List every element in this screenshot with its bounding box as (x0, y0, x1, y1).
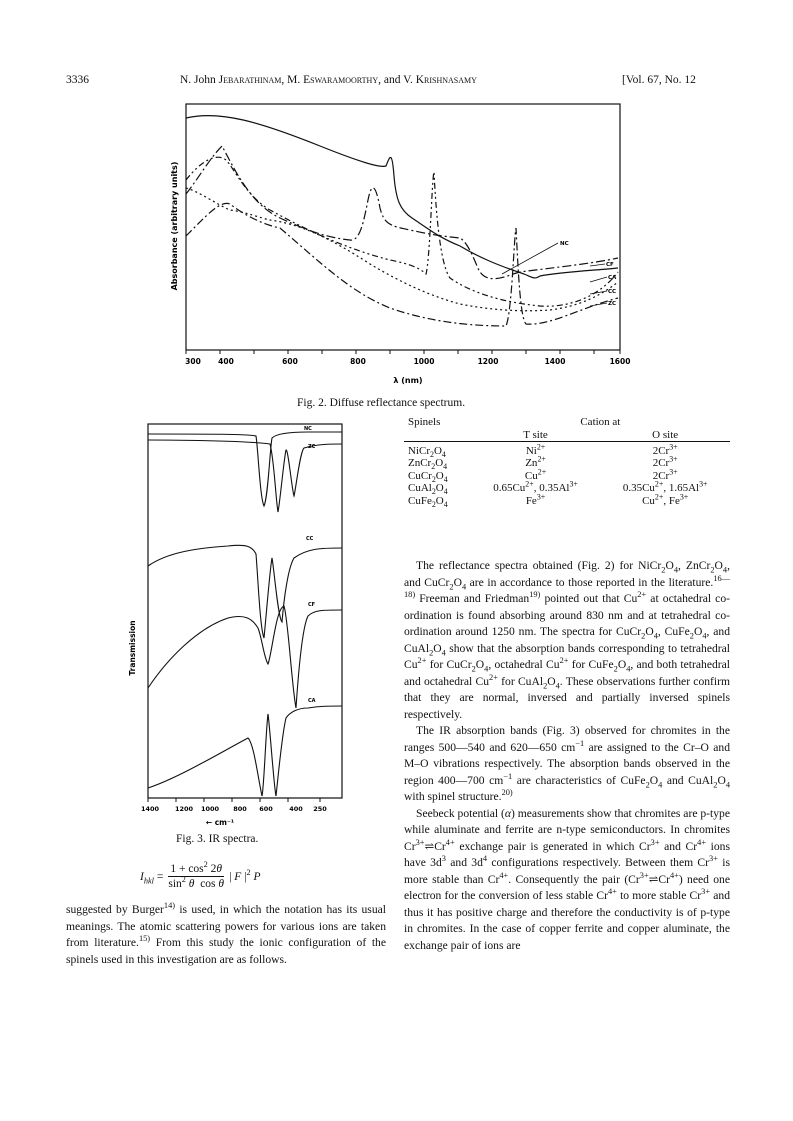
fig2-xlabel: λ (nm) (393, 376, 423, 385)
table-cell: $Cu^{2+}$ (524, 466, 547, 482)
table-cell: $2Cr^{3+}$ (652, 466, 678, 482)
fig2-curve-ca (186, 157, 618, 306)
fig2-xtick: 800 (350, 357, 366, 366)
fig2-ylabel: Absorbance (arbitrary units) (170, 161, 179, 291)
fig3-xtick: 800 (233, 805, 247, 813)
fig3-label-cc: CC (306, 536, 314, 542)
fig2-curve-cf (186, 146, 618, 279)
left-column-text (66, 902, 386, 968)
fig2-curve-zc (186, 203, 618, 326)
fig3-xtick: 1200 (174, 805, 194, 813)
fig3-ylabel: Transmission (128, 620, 137, 676)
running-head-authors: N. John Jebarathinam, M. Eswaramoorthy, and V. Krishnasamy (180, 74, 477, 86)
fig3-xtick: 1000 (200, 805, 220, 813)
fig2-xtick: 600 (282, 357, 298, 366)
fig3-frame (148, 424, 342, 798)
fig2-xtick: 300 (185, 357, 201, 366)
fig3-xtick: 1400 (140, 805, 160, 813)
table-cell: $0.65Cu^{2+}$, $0.35Al^{3+}$ (493, 479, 578, 494)
page-number: 3336 (66, 74, 89, 86)
fig3-label-cf: CF (308, 602, 316, 608)
figure-3-ir-spectra (108, 418, 348, 830)
right-paragraph-ir: The IR absorption bands (Fig. 3) observed for chromites in the ranges 500—540 and 620—650 $cm^{-1}$ are assigned to the Cr–O and M–O vibrations respectively. The absorption bands observed in the region 400—700 $cm^{-1}$ are characteristics of $CuFe_2O_4$ and $CuAl_2O_4$ with spinel structure.$^{20)}$ (404, 724, 730, 803)
right-paragraph-seebeck: Seebeck potential (α) measurements show that chromites are p-type while aluminate and ferrite are n-type semiconductors. In chromites $Cr^{3+}\rightleftharpoons Cr^{4+}$ exchange pair is generated in which $Cr^{3+}$ and $Cr^{4+}$ ions have $3d^3$ and $3d^4$ configurations respectively. Between them $Cr^{3+}$ is more stable than $Cr^{4+}$. Consequently the pair $(Cr^{3+}\rightleftharpoons Cr^{4+})$ need one electron for the conversion of less stable $Cr^{4+}$ to more stable $Cr^{3+}$ and thus it has positive charge and therefore the conductivity is of p-type in chromites. In the case of copper ferrite and copper aluminate, the exchange pair of ions are (404, 806, 730, 952)
fig2-xtick: 1000 (413, 357, 435, 366)
formula-denominator: $\sin^2 \theta$ cos θ (168, 875, 225, 890)
left-paragraph: suggested by Burger$^{14)}$ is used, in which the notation has its usual meanings. The atomic scattering powers for various ions are taken from literature.$^{15)}$ From this study the ionic configuration of the spinels used in this investigation are as follows. (66, 901, 386, 966)
fig2-xtick: 1400 (544, 357, 566, 366)
fig3-label-nc: NC (304, 426, 312, 432)
fig3-xtick: 250 (313, 805, 327, 813)
formula-rhs: | F $|^2$ P (229, 867, 261, 883)
figure-2-reflectance-spectrum (150, 96, 650, 396)
table-cell: $NiCr_2O_4$ (408, 444, 446, 459)
fig2-xtick: 400 (218, 357, 234, 366)
table-cell: $CuCr_2O_4$ (408, 469, 448, 484)
table-header-osite: O site (652, 428, 679, 441)
table-header-tsite: T site (523, 428, 548, 441)
figure-3-caption: Fig. 3. IR spectra. (176, 833, 259, 845)
table-cell: $2Cr^{3+}$ (652, 454, 678, 469)
right-paragraph-reflectance: The reflectance spectra obtained (Fig. 2) for $NiCr_2O_4$, $ZnCr_2O_4$, and $CuCr_2O_4$ are in accordance to those reported in the literature.$^{16—18)}$ Freeman and Friedman$^{19)}$ pointed out that $Cu^{2+}$ at octahedral co-ordination is found absorbing around 830 nm and at tetrahedral co-ordination around 1250 nm. The spectra for $CuCr_2O_4$, $CuFe_2O_4$, and $CuAl_2O_4$ show that the absorption bands corresponding to tetrahedral $Cu^{2+}$ for $CuCr_2O_4$, octahedral $Cu^{2+}$ for $CuFe_2O_4$, and both tetrahedral and octahedral $Cu^{2+}$ for $CuAl_2O_4$. These observations further confirm that they are normal, inversed and partially inversed spinels respectively. (404, 559, 731, 721)
fig3-curve-cc (148, 545, 342, 638)
right-column-text (404, 558, 730, 954)
running-head-journal: [Vol. 67, No. 12 (622, 74, 696, 86)
fig2-label-ca: CA (608, 275, 617, 281)
formula-lhs: $I_{hkl}$ = (140, 870, 164, 885)
table-cell: $0.35Cu^{2+}$, $1.65Al^{3+}$ (622, 479, 708, 494)
fig2-curve-nc (186, 116, 618, 278)
intensity-formula (140, 862, 261, 891)
fig2-label-nc: NC (560, 241, 569, 247)
fig2-curve-cc (186, 188, 618, 311)
formula-fraction (168, 862, 224, 891)
fig3-xtick: 400 (289, 805, 303, 813)
table-cell: $Cu^{2+}$, $Fe^{3+}$ (642, 491, 689, 507)
fig3-curve-zc (148, 440, 342, 512)
table-row (404, 495, 730, 508)
fig3-curve-ca (148, 706, 342, 796)
table-row (404, 457, 730, 470)
fig3-curve-cf (148, 606, 342, 708)
fig2-xtick: 1600 (609, 357, 631, 366)
table-cell: $CuAl_2O_4$ (408, 482, 448, 497)
table-cell: $2Cr^{3+}$ (652, 441, 678, 457)
table-cell: $Zn^{2+}$ (525, 454, 546, 469)
fig2-frame (186, 104, 620, 350)
fig2-label-cc: CC (608, 289, 617, 295)
table-header-spinels: Spinels (408, 416, 441, 428)
fig2-label-zc: ZC (608, 301, 617, 307)
table-cell: $ZnCr_2O_4$ (408, 457, 448, 472)
fig2-xtick: 1200 (477, 357, 499, 366)
table-header-cation: Cation at (580, 416, 621, 428)
table-cell: $CuFe_2O_4$ (408, 494, 448, 509)
fig3-label-ca: CA (308, 698, 316, 704)
fig2-label-cf: CF (606, 262, 614, 268)
fig3-xlabel: ← cm⁻¹ (205, 818, 235, 827)
table-row (404, 470, 730, 483)
fig3-label-zc: ZC (308, 444, 316, 450)
table-cell: $Fe^{3+}$ (525, 491, 546, 507)
table-row (404, 445, 730, 458)
formula-numerator: $1 + \cos^2 2\theta$ (170, 860, 223, 875)
figure-2-caption: Fig. 2. Diffuse reflectance spectrum. (297, 397, 466, 409)
spinel-cation-table (404, 416, 730, 507)
fig3-xtick: 600 (259, 805, 273, 813)
table-cell: $Ni^{2+}$ (525, 441, 546, 457)
